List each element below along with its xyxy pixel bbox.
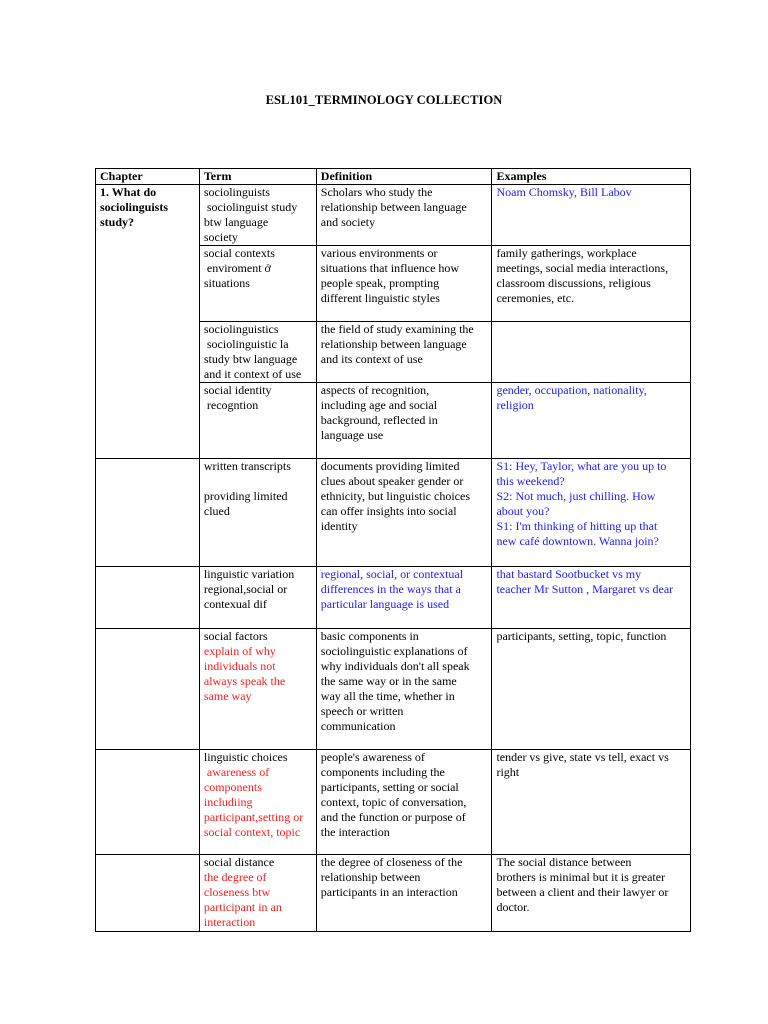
examples-cell xyxy=(492,246,691,322)
term-line: social distance xyxy=(203,855,275,869)
term-line: enviroment ở xyxy=(203,261,271,275)
example-line: meetings, social media interactions, xyxy=(496,261,669,275)
examples-cell xyxy=(492,383,691,459)
example-line: right xyxy=(496,765,520,779)
term-cell xyxy=(199,322,316,383)
table-row xyxy=(96,185,691,246)
term-line: linguistic choices xyxy=(203,750,288,764)
definition-cell xyxy=(316,567,492,629)
term-cell xyxy=(199,629,316,750)
definition-cell xyxy=(316,629,492,750)
term-cell xyxy=(199,383,316,459)
term-note-line: same way xyxy=(203,689,252,703)
definition-line: speech or written xyxy=(320,704,404,718)
definition-line: clues about speaker gender or xyxy=(320,474,464,488)
definition-cell xyxy=(316,246,492,322)
empty-chapter-cell xyxy=(96,459,200,567)
definition-line: the degree of closeness of the xyxy=(320,855,463,869)
example-line: doctor. xyxy=(496,900,530,914)
definition-cell xyxy=(316,185,492,246)
table-row xyxy=(96,750,691,855)
term-line: providing limited xyxy=(203,489,288,503)
term-line: btw language xyxy=(203,215,269,229)
example-line: that bastard Sootbucket vs my xyxy=(496,567,642,581)
definition-line: why individuals don't all speak xyxy=(320,659,470,673)
definition-line: different linguistic styles xyxy=(320,291,440,305)
definition-line: aspects of recognition, xyxy=(320,383,430,397)
definition-line: ethnicity, but linguistic choices xyxy=(320,489,470,503)
example-line: between a client and their lawyer or xyxy=(496,885,669,899)
header-chapter: Chapter xyxy=(96,169,200,185)
example-line: S1: Hey, Taylor, what are you up to xyxy=(496,459,667,473)
term-line: social factors xyxy=(203,629,268,643)
term-note-line: components xyxy=(203,780,262,794)
examples-cell xyxy=(492,750,691,855)
term-cell xyxy=(199,459,316,567)
examples-cell xyxy=(492,855,691,932)
term-line: recogntion xyxy=(203,398,259,412)
term-line: social identity xyxy=(203,383,272,397)
term-line: social contexts xyxy=(203,246,275,260)
term-line: linguistic variation xyxy=(203,567,295,581)
examples-cell xyxy=(492,185,691,246)
example-line: about you? xyxy=(496,504,550,518)
empty-chapter-cell xyxy=(96,629,200,750)
chapter-cell xyxy=(96,185,200,459)
definition-line: and its context of use xyxy=(320,352,423,366)
term-note-line: awareness of xyxy=(203,765,270,779)
definition-cell xyxy=(316,459,492,567)
definition-line: relationship between xyxy=(320,870,421,884)
term-cell xyxy=(199,567,316,629)
table-row xyxy=(96,459,691,567)
example-line: S2: Not much, just chilling. How xyxy=(496,489,656,503)
empty-chapter-cell xyxy=(96,855,200,932)
term-note-line: includiing xyxy=(203,795,253,809)
definition-line: situations that influence how xyxy=(320,261,460,275)
table-row xyxy=(96,855,691,932)
example-line: Noam Chomsky, Bill Labov xyxy=(496,185,632,199)
example-line: participants, setting, topic, function xyxy=(496,629,667,643)
term-note-line: closeness btw xyxy=(203,885,271,899)
examples-cell xyxy=(492,629,691,750)
term-note-line: explain of why xyxy=(203,644,276,658)
definition-line: the interaction xyxy=(320,825,390,839)
term-line: society xyxy=(203,230,238,244)
example-line: new café downtown. Wanna join? xyxy=(496,534,659,548)
example-line: ceremonies, etc. xyxy=(496,291,575,305)
term-note-line: participant in an xyxy=(203,900,282,914)
definition-line: regional, social, or contextual xyxy=(320,567,464,581)
definition-line: sociolinguistic explanations of xyxy=(320,644,468,658)
term-line: regional,social or xyxy=(203,582,288,596)
definition-line: Scholars who study the xyxy=(320,185,433,199)
term-note-line: individuals not xyxy=(203,659,276,673)
term-note-line: social context, topic xyxy=(203,825,301,839)
definition-line: basic components in xyxy=(320,629,419,643)
term-note-line: always speak the xyxy=(203,674,286,688)
definition-line: the field of study examining the xyxy=(320,322,474,336)
definition-line: people's awareness of xyxy=(320,750,425,764)
header-examples: Examples xyxy=(492,169,691,185)
definition-line: way all the time, whether in xyxy=(320,689,455,703)
terminology-table xyxy=(95,168,691,932)
term-line: clued xyxy=(203,504,230,518)
empty-chapter-cell xyxy=(96,750,200,855)
definition-line: and society xyxy=(320,215,376,229)
term-line: sociolinguistics xyxy=(203,322,279,336)
example-line: classroom discussions, religious xyxy=(496,276,651,290)
table-row xyxy=(96,629,691,750)
example-line: religion xyxy=(496,398,534,412)
document-title: ESL101_TERMINOLOGY COLLECTION xyxy=(265,93,503,107)
example-line: S1: I'm thinking of hitting up that xyxy=(496,519,658,533)
term-line: sociolinguists xyxy=(203,185,270,199)
term-note-line: the degree of xyxy=(203,870,267,884)
term-blank-line xyxy=(204,474,312,489)
definition-line: the same way or in the same xyxy=(320,674,457,688)
empty-chapter-cell xyxy=(96,567,200,629)
definition-line: documents providing limited xyxy=(320,459,460,473)
term-note-line: participant,setting or xyxy=(203,810,304,824)
example-line: The social distance between xyxy=(496,855,632,869)
definition-line: participants, setting or social xyxy=(320,780,459,794)
term-cell xyxy=(199,185,316,246)
term-line: situations xyxy=(203,276,250,290)
example-line: this weekend? xyxy=(496,474,565,488)
example-line: teacher Mr Sutton , Margaret vs dear xyxy=(496,582,674,596)
header-term: Term xyxy=(199,169,316,185)
definition-line: participants in an interaction xyxy=(320,885,458,899)
definition-line: relationship between language xyxy=(320,200,467,214)
term-line: contexual dif xyxy=(203,597,267,611)
term-line: sociolinguistic la xyxy=(203,337,289,351)
example-line: family gatherings, workplace xyxy=(496,246,637,260)
example-line: brothers is minimal but it is greater xyxy=(496,870,666,884)
example-line: gender, occupation, nationality, xyxy=(496,383,647,397)
definition-cell xyxy=(316,383,492,459)
definition-line: people speak, prompting xyxy=(320,276,440,290)
term-line: study btw language xyxy=(203,352,298,366)
examples-cell xyxy=(492,567,691,629)
term-line: written transcripts xyxy=(203,459,291,473)
chapter-line: sociolinguists xyxy=(100,200,169,214)
definition-cell xyxy=(316,750,492,855)
definition-line: can offer insights into social xyxy=(320,504,457,518)
definition-line: particular language is used xyxy=(320,597,450,611)
chapter-line: study? xyxy=(100,215,135,229)
definition-line: and the function or purpose of xyxy=(320,810,466,824)
header-definition: Definition xyxy=(316,169,492,185)
definition-line: language use xyxy=(320,428,384,442)
definition-cell xyxy=(316,322,492,383)
definition-line: background, reflected in xyxy=(320,413,438,427)
examples-cell xyxy=(492,459,691,567)
term-line: and it context of use xyxy=(203,367,302,381)
definition-line: including age and social xyxy=(320,398,438,412)
definition-line: identity xyxy=(320,519,358,533)
example-line: tender vs give, state vs tell, exact vs xyxy=(496,750,669,764)
definition-line: relationship between language xyxy=(320,337,467,351)
term-cell xyxy=(199,750,316,855)
header-row xyxy=(96,169,691,185)
definition-line: differences in the ways that a xyxy=(320,582,461,596)
definition-line: components including the xyxy=(320,765,445,779)
examples-cell xyxy=(492,322,691,383)
definition-line: context, topic of conversation, xyxy=(320,795,467,809)
table-row xyxy=(96,567,691,629)
term-cell xyxy=(199,855,316,932)
definition-cell xyxy=(316,855,492,932)
term-line: sociolinguist study xyxy=(203,200,298,214)
definition-line: communication xyxy=(320,719,396,733)
chapter-line: 1. What do xyxy=(100,185,157,199)
definition-line: various environments or xyxy=(320,246,438,260)
term-cell xyxy=(199,246,316,322)
term-note-line: interaction xyxy=(203,915,256,929)
